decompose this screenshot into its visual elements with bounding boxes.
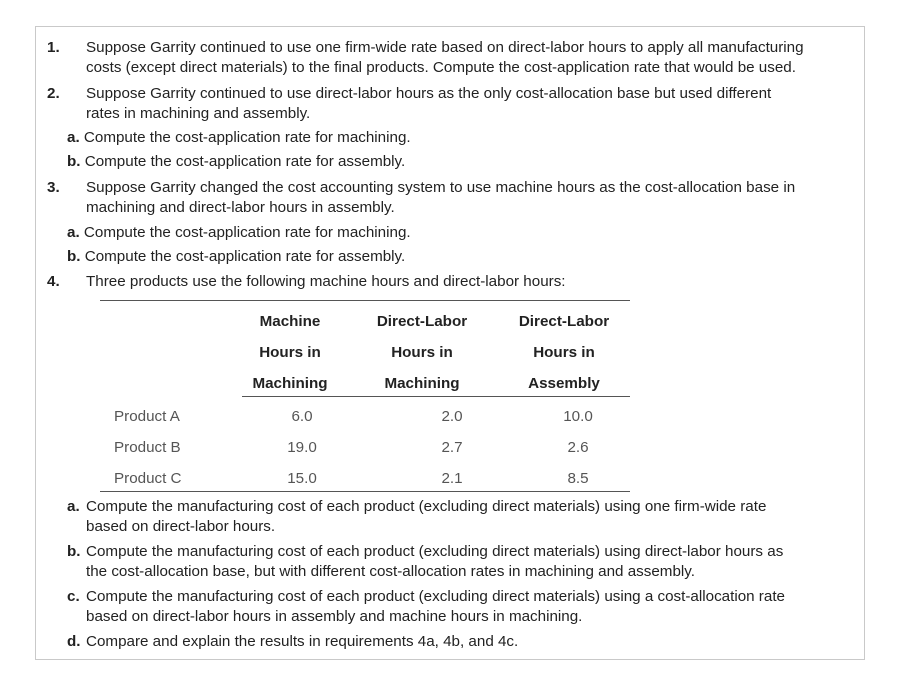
question-3b-text: Compute the cost-application rate for assembly.: [84, 248, 406, 265]
question-4-text: Three products use the following machine hours and direct-labor hours:: [86, 273, 566, 290]
header-dlh-machining-line-2: Hours in: [391, 344, 453, 361]
question-4-number: 4.: [47, 273, 60, 290]
question-2-text-line-2: rates in machining and assembly.: [86, 105, 311, 122]
question-3a-text: Compute the cost-application rate for machining.: [83, 224, 411, 241]
question-3-number: 3.: [47, 179, 60, 196]
table-cell-mh-machining: 6.0: [291, 408, 313, 425]
table-cell-mh-machining: 19.0: [287, 439, 317, 456]
header-dlh-machining-line-1: Direct-Labor: [376, 313, 468, 330]
header-dlh-assembly-line-2: Hours in: [533, 344, 595, 361]
question-3-text-line-1: Suppose Garrity changed the cost accounting system to use machine hours as the cost-allocation base in: [86, 179, 796, 196]
question-4b-text-line-1: Compute the manufacturing cost of each product (excluding direct materials) using direct-labor hours as: [86, 543, 784, 560]
header-dlh-machining-line-3: Machining: [384, 375, 460, 392]
question-2b-text: Compute the cost-application rate for assembly.: [84, 153, 406, 170]
question-4a-label: a.: [67, 498, 80, 515]
question-3b: [67, 247, 405, 267]
table-header-rule: [242, 396, 630, 397]
question-4b-text-line-2: the cost-allocation base, but with different cost-allocation rates in machining and assembly.: [86, 563, 695, 580]
header-machine-hours-machining-line-2: Hours in: [259, 344, 321, 361]
table-cell-dlh-machining: 2.1: [441, 470, 463, 487]
table-cell-dlh-machining: 2.7: [441, 439, 463, 456]
question-1-text-line-2: costs (except direct materials) to the final products. Compute the cost-application rate that would be used.: [86, 59, 796, 76]
table-row-product-name: Product C: [114, 470, 182, 487]
table-row-product-name: Product B: [114, 439, 181, 456]
question-3-text-line-2: machining and direct-labor hours in assembly.: [86, 199, 395, 216]
table-bottom-rule: [100, 491, 630, 492]
table-top-rule: [100, 300, 630, 301]
table-cell-mh-machining: 15.0: [287, 470, 317, 487]
header-machine-hours-machining-line-3: Machining: [252, 375, 328, 392]
question-4a-text-line-2: based on direct-labor hours.: [86, 518, 276, 535]
question-1-text-line-1: Suppose Garrity continued to use one firm-wide rate based on direct-labor hours to apply all manufacturing: [86, 39, 804, 56]
question-4c-text-line-1: Compute the manufacturing cost of each product (excluding direct materials) using a cost-allocation rate: [86, 588, 785, 605]
question-3a: [67, 223, 411, 243]
question-4b-label: b.: [67, 543, 81, 560]
table-cell-dlh-assembly: 2.6: [567, 439, 589, 456]
question-4c-text-line-2: based on direct-labor hours in assembly and machine hours in machining.: [86, 608, 583, 625]
question-2-number: 2.: [47, 85, 60, 102]
question-2a-label: a.: [67, 129, 80, 146]
table-cell-dlh-assembly: 8.5: [567, 470, 589, 487]
question-2b: [67, 152, 405, 172]
question-4c-label: c.: [67, 588, 80, 605]
table-cell-dlh-assembly: 10.0: [563, 408, 593, 425]
question-4d-label: d.: [67, 633, 81, 650]
question-3a-label: a.: [67, 224, 80, 241]
question-2b-label: b.: [67, 153, 81, 170]
table-row-product-name: Product A: [114, 408, 180, 425]
header-dlh-assembly-line-3: Assembly: [528, 375, 600, 392]
question-3b-label: b.: [67, 248, 81, 265]
question-2a: [67, 128, 411, 148]
table-cell-dlh-machining: 2.0: [441, 408, 463, 425]
header-machine-hours-machining-line-1: Machine: [259, 313, 321, 330]
question-4a-text-line-1: Compute the manufacturing cost of each product (excluding direct materials) using one firm-wide rate: [86, 498, 767, 515]
header-dlh-assembly-line-1: Direct-Labor: [518, 313, 610, 330]
question-2-text-line-1: Suppose Garrity continued to use direct-labor hours as the only cost-allocation base but used different: [86, 85, 772, 102]
question-4d-text: Compare and explain the results in requirements 4a, 4b, and 4c.: [86, 633, 519, 650]
question-1-number: 1.: [47, 39, 60, 56]
question-2a-text: Compute the cost-application rate for machining.: [83, 129, 411, 146]
